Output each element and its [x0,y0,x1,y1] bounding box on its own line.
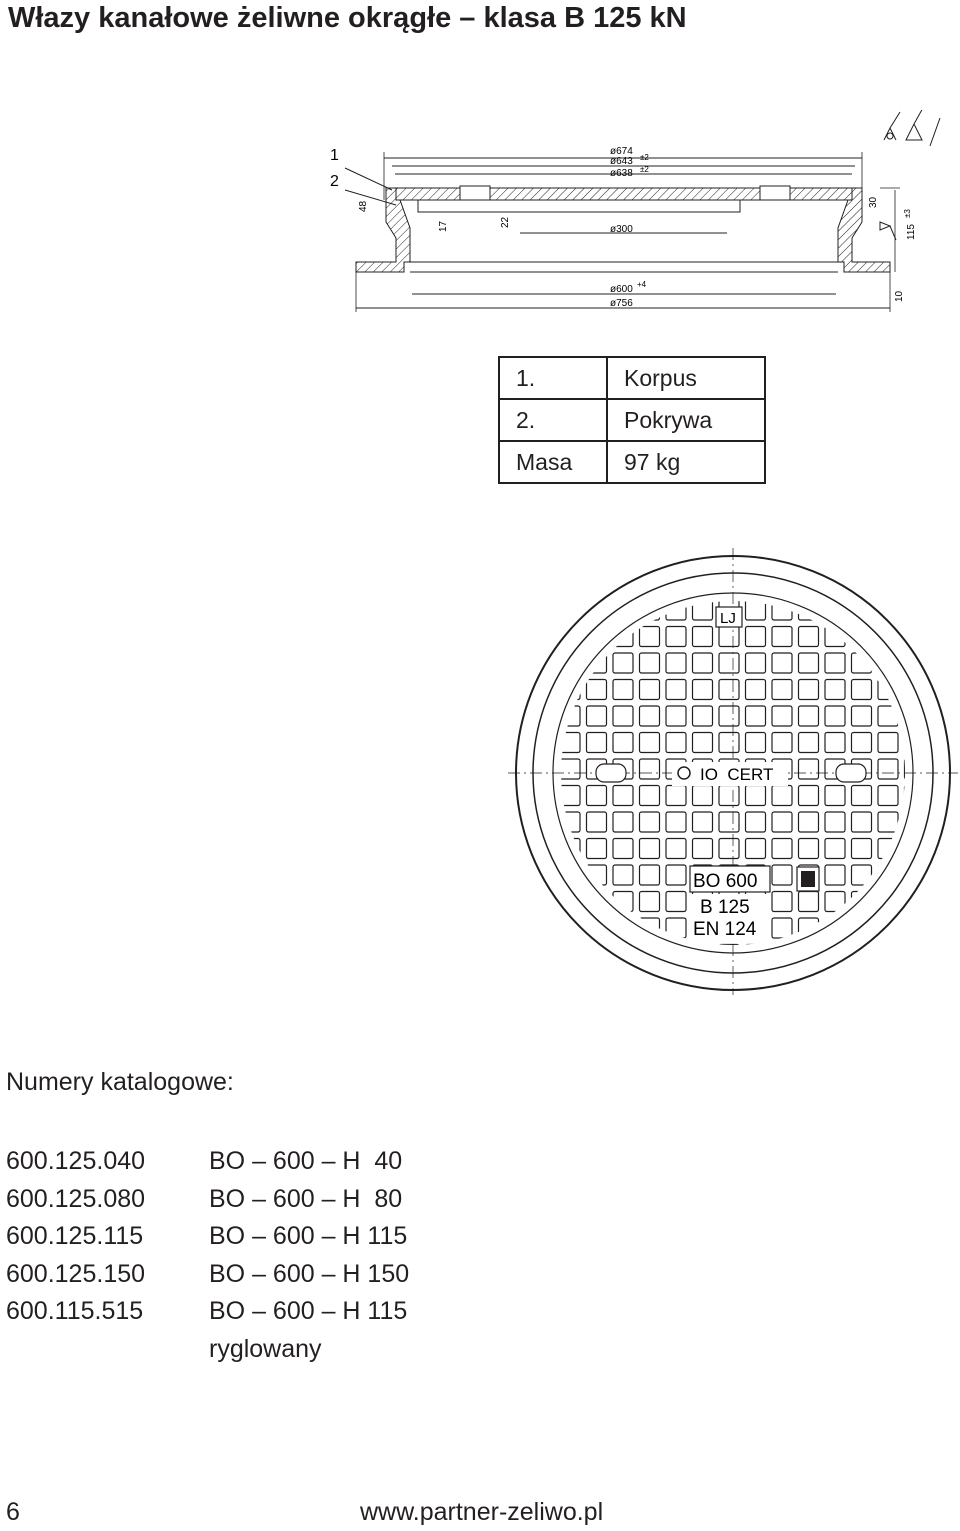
grid-cell [905,786,925,806]
grid-cell [905,945,925,965]
grid-cell [905,733,925,753]
catalog-desc: ryglowany [209,1334,322,1363]
grid-cell [666,786,686,806]
grid-cell [666,812,686,832]
grid-cell [825,653,845,673]
grid-cell [772,706,792,726]
grid-cell [878,839,898,859]
list-item [6,1143,409,1181]
grid-cell [772,812,792,832]
grid-cell [640,786,660,806]
grid-cell [560,786,580,806]
grid-cell [693,945,713,965]
tol-115: ±3 [903,209,912,218]
table-row [499,357,765,399]
parts-table [498,356,766,484]
grid-cell [772,865,792,885]
grid-cell [719,627,739,647]
part-key: 2. [499,399,607,441]
grid-cell [746,680,766,700]
callout-1: 1 [330,147,339,164]
grid-cell [852,839,872,859]
grid-cell [799,918,819,938]
catalog-code: 600.125.040 [6,1147,146,1175]
dim-674: ø674 [610,146,633,157]
grid-cell [719,680,739,700]
grid-cell [746,627,766,647]
part-value: 97 kg [607,441,765,483]
grid-cell [799,706,819,726]
grid-cell [640,733,660,753]
grid-cell [878,945,898,965]
grid-cell [746,786,766,806]
grid-cell [613,680,633,700]
grid-cell [746,733,766,753]
grid-cell [746,945,766,965]
catalog-desc: BO – 600 – H 150 [209,1259,410,1288]
dim-22: 22 [500,216,511,228]
grid-cell [719,733,739,753]
callout-2: 2 [330,173,339,190]
page-title: Włazy kanałowe żeliwne okrągłe – klasa B 125 kN [8,2,687,34]
grid-cell [560,706,580,726]
grid-cell [560,812,580,832]
grid-cell [666,839,686,859]
grid-cell [799,839,819,859]
grid-cell [666,892,686,912]
table-row [499,441,765,483]
catalog-heading: Numery katalogowe: [6,1068,234,1096]
list-item [6,1256,409,1294]
grid-cell [613,892,633,912]
cover-norm: EN 124 [693,919,757,940]
list-item [6,1181,409,1219]
catalog-code: 600.125.150 [6,1259,146,1288]
list-item [6,1331,409,1369]
dim-10: 10 [894,290,905,302]
grid-cell [825,892,845,912]
cover-class: B 125 [700,897,750,918]
grid-cell [746,839,766,859]
grid-cell [852,812,872,832]
cover-cert: IO CERT [700,765,774,784]
grid-cell [587,839,607,859]
dim-300: ø300 [610,224,633,235]
grid-cell [825,839,845,859]
grid-cell [772,627,792,647]
grid-cell [666,627,686,647]
grid-cell [878,918,898,938]
grid-cell [799,653,819,673]
grid-cell [613,865,633,885]
grid-cell [905,759,925,779]
grid-cell [878,733,898,753]
cover-top-view [500,545,960,995]
grid-cell [560,918,580,938]
part-key: 1. [499,357,607,399]
grid-cell [640,759,660,779]
grid-cell [587,892,607,912]
tol-643: ±2 [640,153,649,162]
grid-cell [587,786,607,806]
grid-cell [772,680,792,700]
grid-cell [772,918,792,938]
grid-cell [666,918,686,938]
grid-cell [613,706,633,726]
grid-cell [666,945,686,965]
catalog-desc: BO – 600 – H 115 [209,1297,408,1325]
grid-cell [640,812,660,832]
cover-size: BO 600 [693,871,758,892]
grid-cell [693,733,713,753]
grid-cell [852,627,872,647]
page-number: 6 [6,1498,20,1526]
grid-cell [640,892,660,912]
grid-cell [666,733,686,753]
grid-cell [825,680,845,700]
grid-cell [719,812,739,832]
grid-cell [666,706,686,726]
grid-cell [746,706,766,726]
grid-cell [560,945,580,965]
grid-cell [878,812,898,832]
tol-638: ±2 [640,165,649,174]
grid-cell [852,865,872,885]
grid-cell [905,600,925,620]
grid-cell [587,706,607,726]
grid-cell [640,680,660,700]
dim-756: ø756 [610,298,633,309]
grid-cell [799,733,819,753]
catalog-desc: BO – 600 – H 80 [209,1184,403,1213]
grid-cell [666,600,686,620]
grid-cell [613,812,633,832]
grid-cell [799,680,819,700]
grid-cell [772,839,792,859]
grid-cell [905,653,925,673]
grid-cell [825,786,845,806]
catalog-code: 600.115.515 [6,1297,144,1325]
grid-cell [719,706,739,726]
grid-cell [878,759,898,779]
dim-638: ø638 [610,168,633,179]
grid-cell [719,653,739,673]
grid-cell [799,812,819,832]
grid-cell [613,653,633,673]
grid-cell [587,680,607,700]
grid-cell [693,627,713,647]
grid-cell [772,653,792,673]
grid-cell [825,865,845,885]
tol-600: +4 [637,280,647,289]
grid-cell [640,627,660,647]
grid-cell [640,653,660,673]
grid-cell [772,600,792,620]
catalog-desc: BO – 600 – H 115 [209,1222,408,1250]
grid-cell [613,945,633,965]
grid-cell [825,733,845,753]
catalog-desc: BO – 600 – H 40 [209,1147,403,1175]
catalog-list [6,1143,409,1368]
grid-cell [772,786,792,806]
grid-cell [613,733,633,753]
part-value: Pokrywa [607,399,765,441]
grid-cell [905,918,925,938]
dim-643: ø643 [610,156,633,167]
grid-cell [640,839,660,859]
catalog-code: 600.125.080 [6,1184,146,1213]
dim-115: 115 [906,224,917,240]
dim-600: ø600 [610,284,633,295]
grid-cell [666,653,686,673]
grid-cell [693,653,713,673]
catalog-code: 600.125.115 [6,1222,144,1250]
grid-cell [799,892,819,912]
grid-cell [878,600,898,620]
grid-cell [772,733,792,753]
grid-cell [878,706,898,726]
grid-cell [825,812,845,832]
cover-logo: LJ [720,610,736,627]
grid-cell [799,759,819,779]
grid-cell [799,786,819,806]
grid-cell [852,653,872,673]
grid-cell [693,706,713,726]
grid-cell [825,706,845,726]
grid-cell [746,653,766,673]
grid-cell [587,627,607,647]
list-item [6,1218,409,1256]
grid-cell [693,680,713,700]
grid-cell [560,759,580,779]
grid-cell [746,600,766,620]
grid-cell [587,812,607,832]
grid-cell [693,839,713,859]
footer-url[interactable]: www.partner-zeliwo.pl [360,1498,604,1526]
dim-48: 48 [358,200,369,212]
dim-30: 30 [868,196,879,208]
grid-cell [693,786,713,806]
grid-cell [746,812,766,832]
grid-cell [905,706,925,726]
grid-cell [666,680,686,700]
dim-17: 17 [438,220,449,232]
grid-cell [640,706,660,726]
catalog-code [6,1331,209,1369]
grid-cell [719,839,739,859]
cross-section-drawing [300,110,950,320]
grid-cell [799,627,819,647]
grid-cell [640,865,660,885]
grid-cell [825,600,845,620]
grid-cell [693,600,713,620]
grid-cell [560,600,580,620]
table-row [499,399,765,441]
grid-cell [613,839,633,859]
grid-cell [560,865,580,885]
grid-cell [613,786,633,806]
grid-cell [693,812,713,832]
grid-cell [719,945,739,965]
grid-cell [772,892,792,912]
grid-cell [852,706,872,726]
part-value: Korpus [607,357,765,399]
grid-cell [587,733,607,753]
grid-cell [852,680,872,700]
grid-cell [878,786,898,806]
grid-cell [852,733,872,753]
list-item [6,1293,409,1331]
grid-cell [852,892,872,912]
grid-cell [719,786,739,806]
part-key: Masa [499,441,607,483]
grid-cell [560,733,580,753]
grid-cell [666,865,686,885]
grid-cell [852,786,872,806]
